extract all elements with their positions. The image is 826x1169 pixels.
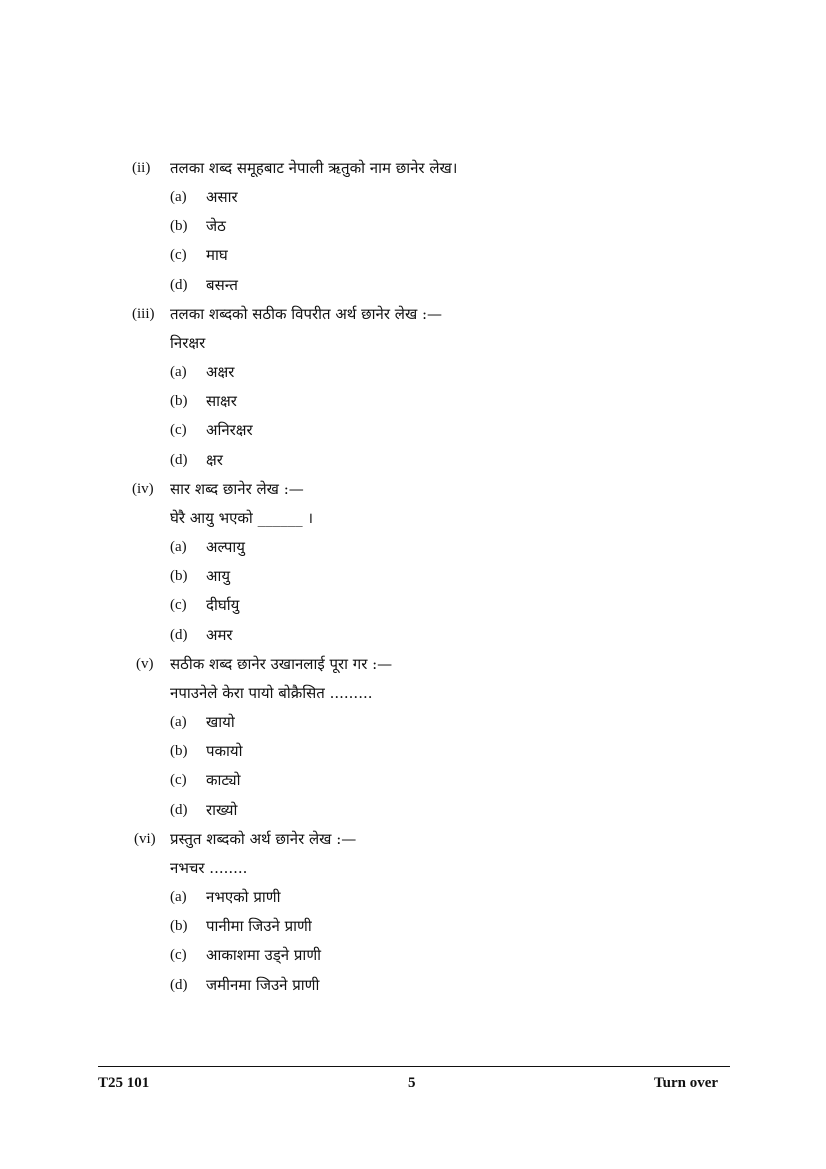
option-label: (c) xyxy=(170,247,187,263)
option-label: (b) xyxy=(170,393,188,409)
option-label: (d) xyxy=(170,977,188,993)
turn-over-label: Turn over xyxy=(654,1075,719,1091)
option-text: राख्यो xyxy=(206,801,238,819)
option-text: क्षर xyxy=(206,451,223,469)
option-text: असार xyxy=(206,188,238,206)
option-label: (a) xyxy=(170,539,187,555)
option-text: अक्षर xyxy=(206,363,235,381)
option-text: बसन्त xyxy=(206,276,238,294)
page-number: 5 xyxy=(408,1075,416,1091)
option-text: अल्पायु xyxy=(206,538,246,556)
option-text: खायो xyxy=(206,713,235,731)
option-text: अनिरक्षर xyxy=(206,421,253,439)
option-text: दीर्घायु xyxy=(206,596,240,614)
question-number: (ii) xyxy=(132,160,151,176)
option-label: (a) xyxy=(170,364,187,380)
option-text: नभएको प्राणी xyxy=(206,888,281,906)
question-text: प्रस्तुत शब्दको अर्थ छानेर लेख :— xyxy=(170,830,357,848)
option-text: माघ xyxy=(206,246,228,264)
option-text: अमर xyxy=(206,626,233,644)
option-label: (c) xyxy=(170,597,187,613)
option-label: (c) xyxy=(170,947,187,963)
option-text: पकायो xyxy=(206,742,243,760)
question-text: सार शब्द छानेर लेख :— xyxy=(170,480,304,498)
option-label: (b) xyxy=(170,743,188,759)
option-label: (a) xyxy=(170,714,187,730)
option-label: (b) xyxy=(170,568,188,584)
question-number: (iii) xyxy=(132,306,155,322)
option-label: (d) xyxy=(170,802,188,818)
option-label: (b) xyxy=(170,218,188,234)
option-label: (c) xyxy=(170,772,187,788)
option-label: (b) xyxy=(170,918,188,934)
question-number: (iv) xyxy=(132,481,154,497)
question-prompt: निरक्षर xyxy=(170,334,206,352)
option-text: आयु xyxy=(206,567,231,585)
option-text: काट्यो xyxy=(206,771,241,789)
option-text: आकाशमा उड्ने प्राणी xyxy=(206,946,322,964)
option-label: (d) xyxy=(170,627,188,643)
option-text: जमीनमा जिउने प्राणी xyxy=(206,976,320,994)
question-number: (v) xyxy=(136,656,154,672)
question-text: तलका शब्द समूहबाट नेपाली ऋतुको नाम छानेर लेख। xyxy=(170,159,458,177)
question-prompt: नभचर ........ xyxy=(170,859,248,877)
option-label: (a) xyxy=(170,889,187,905)
option-label: (a) xyxy=(170,189,187,205)
paper-code: T25 101 xyxy=(98,1075,150,1091)
option-text: जेठ xyxy=(206,217,226,235)
question-prompt: घेरै आयु भएको ______ । xyxy=(170,509,314,527)
footer-divider xyxy=(98,1066,730,1067)
option-text: साक्षर xyxy=(206,392,237,410)
question-prompt: नपाउनेले केरा पायो बोक्रैसित ......... xyxy=(170,684,373,702)
question-text: तलका शब्दको सठीक विपरीत अर्थ छानेर लेख :— xyxy=(170,305,443,323)
option-label: (c) xyxy=(170,422,187,438)
question-text: सठीक शब्द छानेर उखानलाई पूरा गर :— xyxy=(170,655,393,673)
option-label: (d) xyxy=(170,277,188,293)
option-label: (d) xyxy=(170,452,188,468)
option-text: पानीमा जिउने प्राणी xyxy=(206,917,312,935)
question-number: (vi) xyxy=(134,831,156,847)
